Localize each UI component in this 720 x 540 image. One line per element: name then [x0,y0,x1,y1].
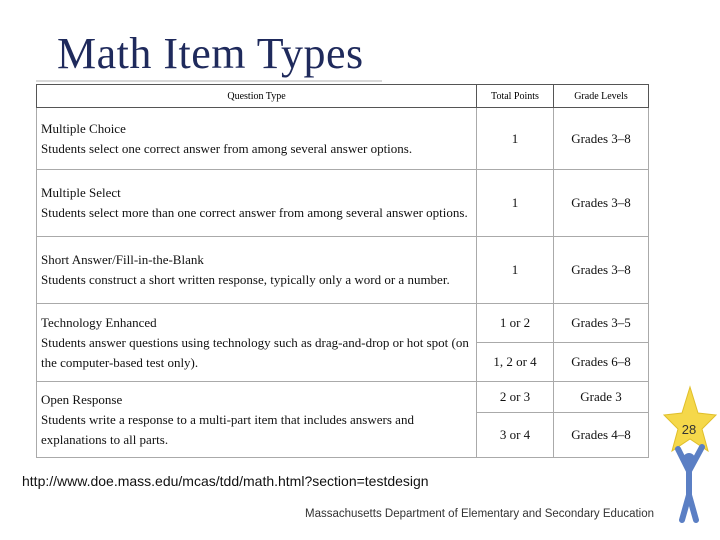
item-type-name: Multiple Choice [41,120,126,136]
question-type-cell [37,108,477,170]
points-cell: 2 or 3 [477,382,554,413]
points-cell: 1 [477,170,554,237]
grades-cell: Grade 3 [554,382,649,413]
table-row [37,170,649,237]
star-figure-logo-icon [658,385,718,525]
points-cell: 1, 2 or 4 [477,343,554,382]
grades-cell: Grades 3–8 [554,237,649,304]
table-row [37,304,649,343]
header-grade-levels: Grade Levels [554,85,649,108]
item-type-name: Multiple Select [41,185,121,200]
header-question-type: Question Type [37,85,477,108]
table-row [37,108,649,170]
points-cell: 1 or 2 [477,304,554,343]
page-title: Math Item Types [57,29,364,78]
grades-cell: Grades 3–8 [554,108,649,170]
item-type-name: Open Response [41,391,123,407]
table-header-row [37,85,649,108]
points-cell: 3 or 4 [477,413,554,458]
grades-cell: Grades 4–8 [554,413,649,458]
source-url: http://www.doe.mass.edu/mcas/tdd/math.html?section=testdesign [22,473,429,489]
item-type-description: Students select one correct answer from among several answer options. [41,140,413,156]
page-number: 28 [681,422,697,437]
points-cell: 1 [477,237,554,304]
item-type-name: Short Answer/Fill-in-the-Blank [41,252,204,267]
table-row [37,237,649,304]
item-types-table [36,84,649,458]
item-type-description: Students select more than one correct answer from among several answer options. [41,205,468,220]
question-type-cell [37,304,477,382]
item-type-description: Students write a response to a multi-part item that includes answers and explanations to all parts. [41,411,414,447]
item-type-name: Technology Enhanced [41,314,157,330]
grades-cell: Grades 3–5 [554,304,649,343]
item-type-description: Students construct a short written response, typically only a word or a number. [41,272,450,287]
points-cell: 1 [477,108,554,170]
footer-organization: Massachusetts Department of Elementary and Secondary Education [305,508,655,520]
question-type-cell [37,170,477,237]
question-type-cell [37,237,477,304]
table-row [37,382,649,413]
grades-cell: Grades 6–8 [554,343,649,382]
title-divider [36,80,382,82]
grades-cell: Grades 3–8 [554,170,649,237]
question-type-cell [37,382,477,458]
header-total-points: Total Points [477,85,554,108]
item-type-description: Students answer questions using technology such as drag-and-drop or hot spot (on the computer-based test only). [41,334,469,370]
